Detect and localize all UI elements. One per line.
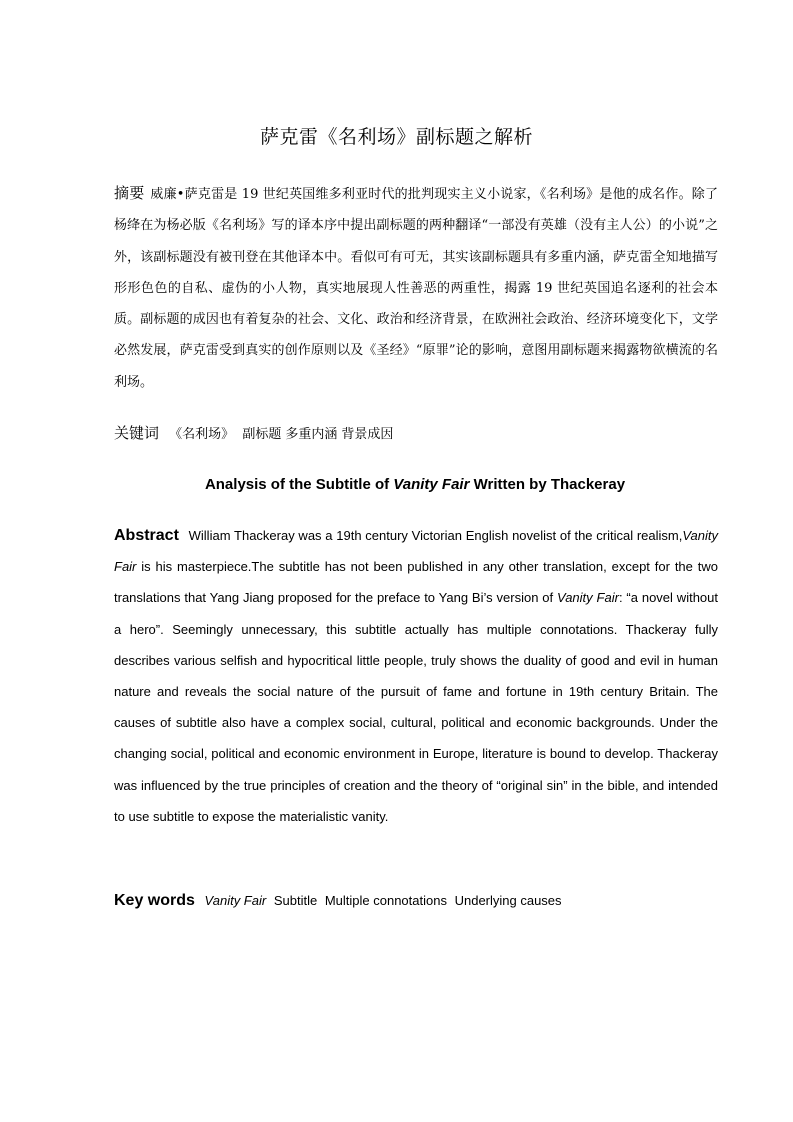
- chinese-abstract-label: 摘要: [114, 184, 145, 202]
- english-abstract-text: is his masterpiece.The subtitle has not been published in any other translation, except for the two translations that Yang Jiang proposed for the preface to Yang Bi’s version of: [114, 559, 718, 606]
- chinese-keyword: 多重内涵: [285, 427, 338, 442]
- chinese-abstract-text: 威廉•萨克雷是 19 世纪英国维多利亚时代的批判现实主义小说家，《名利场》是他的成名作。除了杨绛在为杨必版《名利场》写的译本序中提出副标题的两种翻译“一部没有英雄（没有主人公）的小说”之外，该副标题没有被刊登在其他译本中。看似可有可无，其实该副标题具有多重内涵，萨克雷全知地描写形形色色的自私、虚伪的小人物，真实地展现人性善恶的两重性，揭露 19 世纪英国追名逐利的社会本质。副标题的成因也有着复杂的社会、文化、政治和经济背景，在欧洲社会政治、经济环境变化下，文学必然发展，萨克雷受到真实的创作原则以及《圣经》“原罪”论的影响，意图用副标题来揭露物欲横流的名利场。: [114, 187, 718, 390]
- english-keyword: Underlying causes: [454, 893, 562, 908]
- chinese-keyword: 背景成因: [341, 427, 394, 442]
- english-keywords-label: Key words: [114, 892, 195, 909]
- chinese-title: 萨克雷《名利场》副标题之解析: [259, 126, 533, 148]
- english-title: [0, 471, 793, 499]
- english-abstract-label: Abstract: [114, 527, 179, 544]
- english-title-prefix: Analysis of the Subtitle of: [204, 476, 394, 493]
- english-keywords: [114, 887, 718, 915]
- english-abstract-text: William Thackeray was a 19th century Victorian English novelist of the critical realism,: [188, 528, 683, 543]
- english-abstract: [114, 520, 718, 832]
- english-keyword-italic: Vanity Fair: [204, 893, 267, 908]
- chinese-keywords: [114, 419, 718, 449]
- english-title-italic: Vanity Fair: [393, 476, 470, 493]
- english-keyword: Multiple connotations: [324, 893, 447, 908]
- chinese-keyword: 副标题: [242, 427, 282, 442]
- english-title-suffix: Written by Thackeray: [469, 476, 626, 493]
- chinese-keyword: 《名利场》: [169, 427, 235, 442]
- chinese-keywords-label: 关键词: [114, 424, 160, 442]
- english-abstract-text: : “a novel without a hero”. Seemingly unnecessary, this subtitle actually has multiple connotations. Thackeray fully describes various selfish and hypocritical little people, truly shows the duality of good and evil in human nature and reveals the social nature of the pursuit of fame and fortune in 19th century Britain. The causes of subtitle also have a complex social, cultural, political and economic backgrounds. Under the changing social, political and economic environment in Europe, literature is bound to develop. Thackeray was influenced by the true principles of creation and the theory of “original sin” in the bible, and intended to use subtitle to expose the materialistic vanity.: [114, 590, 718, 824]
- english-abstract-italic: Vanity Fair: [114, 528, 718, 575]
- chinese-abstract: [114, 178, 718, 398]
- english-abstract-italic: Vanity Fair: [557, 590, 619, 606]
- english-keyword: Subtitle: [273, 893, 318, 908]
